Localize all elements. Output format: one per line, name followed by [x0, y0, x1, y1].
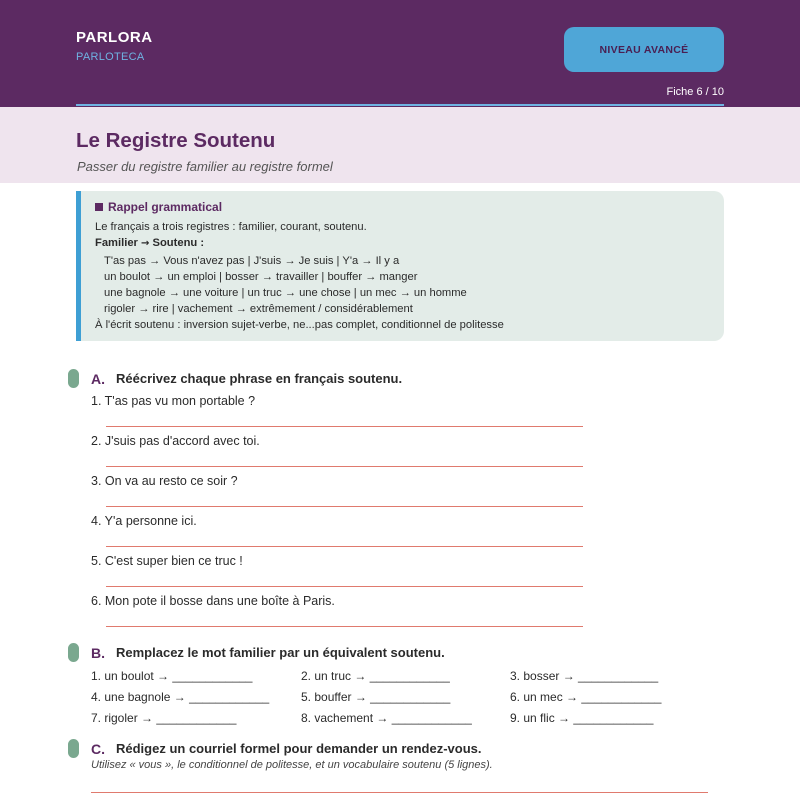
vocab-item[interactable]: 5. bouffer → ____________	[301, 690, 451, 704]
section-b-heading	[68, 643, 445, 662]
page-header	[0, 0, 800, 107]
reminder-example-line: T'as pas → Vous n'avez pas | J'suis → Je suis | Y'a → Il y a	[104, 254, 400, 267]
arrow-right-icon: →	[141, 238, 150, 250]
vocab-item[interactable]: 9. un flic → ____________	[510, 711, 654, 725]
question-4: 4. Y'a personne ici.	[91, 514, 197, 528]
vocab-item[interactable]: 3. bosser → ____________	[510, 669, 659, 683]
vocab-item[interactable]: 1. un boulot → ____________	[91, 669, 253, 683]
brand-name: PARLORA	[76, 29, 153, 46]
brand-subtitle: PARLOTECA	[76, 51, 145, 63]
title-band	[0, 107, 800, 183]
reminder-example-line: une bagnole → une voiture | un truc → une chose | un mec → un homme	[104, 287, 467, 300]
page-subtitle: Passer du registre familier au registre formel	[77, 159, 333, 174]
answer-line-3[interactable]	[106, 506, 583, 507]
vocab-item[interactable]: 8. vachement → ____________	[301, 711, 472, 725]
answer-line-4[interactable]	[106, 546, 583, 547]
question-2: 2. J'suis pas d'accord avec toi.	[91, 434, 260, 448]
question-5: 5. C'est super bien ce truc !	[91, 554, 243, 568]
vocab-item[interactable]: 6. un mec → ____________	[510, 690, 662, 704]
vocab-item[interactable]: 4. une bagnole → ____________	[91, 690, 270, 704]
answer-line-5[interactable]	[106, 586, 583, 587]
reminder-footer: À l'écrit soutenu : inversion sujet-verbe, ne...pas complet, conditionnel de politesse	[95, 319, 504, 332]
section-title: Rédigez un courriel formel pour demander un rendez-vous.	[116, 741, 482, 756]
header-divider	[76, 104, 724, 106]
section-c-instructions: Utilisez « vous », le conditionnel de politesse, et un vocabulaire soutenu (5 lignes).	[91, 759, 493, 771]
soutenu-label: Soutenu :	[152, 237, 205, 250]
section-marker-icon	[68, 643, 79, 662]
section-marker-icon	[68, 369, 79, 388]
square-bullet-icon	[95, 203, 103, 211]
reminder-register-label	[95, 235, 724, 252]
section-a-heading	[68, 369, 402, 388]
section-title: Réécrivez chaque phrase en français soutenu.	[116, 371, 403, 386]
section-letter: B.	[91, 644, 105, 661]
reminder-heading	[95, 199, 724, 215]
section-letter: A.	[91, 370, 105, 387]
section-letter: C.	[91, 740, 105, 757]
level-badge: NIVEAU AVANCÉ	[564, 27, 724, 72]
answer-line-6[interactable]	[106, 626, 583, 627]
question-1: 1. T'as pas vu mon portable ?	[91, 394, 256, 408]
section-marker-icon	[68, 739, 79, 758]
page-title: Le Registre Soutenu	[76, 129, 276, 152]
writing-line[interactable]	[91, 792, 708, 793]
vocab-item[interactable]: 2. un truc → ____________	[301, 669, 450, 683]
reminder-example-line: rigoler → rire | vachement → extrêmement / considérablement	[104, 303, 413, 316]
answer-line-1[interactable]	[106, 426, 583, 427]
reminder-example-line: un boulot → un emploi | bosser → travailler | bouffer → manger	[104, 270, 418, 283]
reminder-intro: Le français a trois registres : familier, courant, soutenu.	[95, 221, 367, 234]
reminder-title: Rappel grammatical	[108, 200, 223, 214]
question-6: 6. Mon pote il bosse dans une boîte à Paris.	[91, 594, 335, 608]
vocab-item[interactable]: 7. rigoler → ____________	[91, 711, 237, 725]
familiar-label: Familier	[95, 237, 138, 250]
grammar-reminder-box	[76, 191, 724, 341]
section-c-heading	[68, 739, 482, 758]
answer-line-2[interactable]	[106, 466, 583, 467]
section-title: Remplacez le mot familier par un équivalent soutenu.	[116, 645, 445, 660]
page-counter: Fiche 6 / 10	[666, 86, 724, 98]
question-3: 3. On va au resto ce soir ?	[91, 474, 238, 488]
